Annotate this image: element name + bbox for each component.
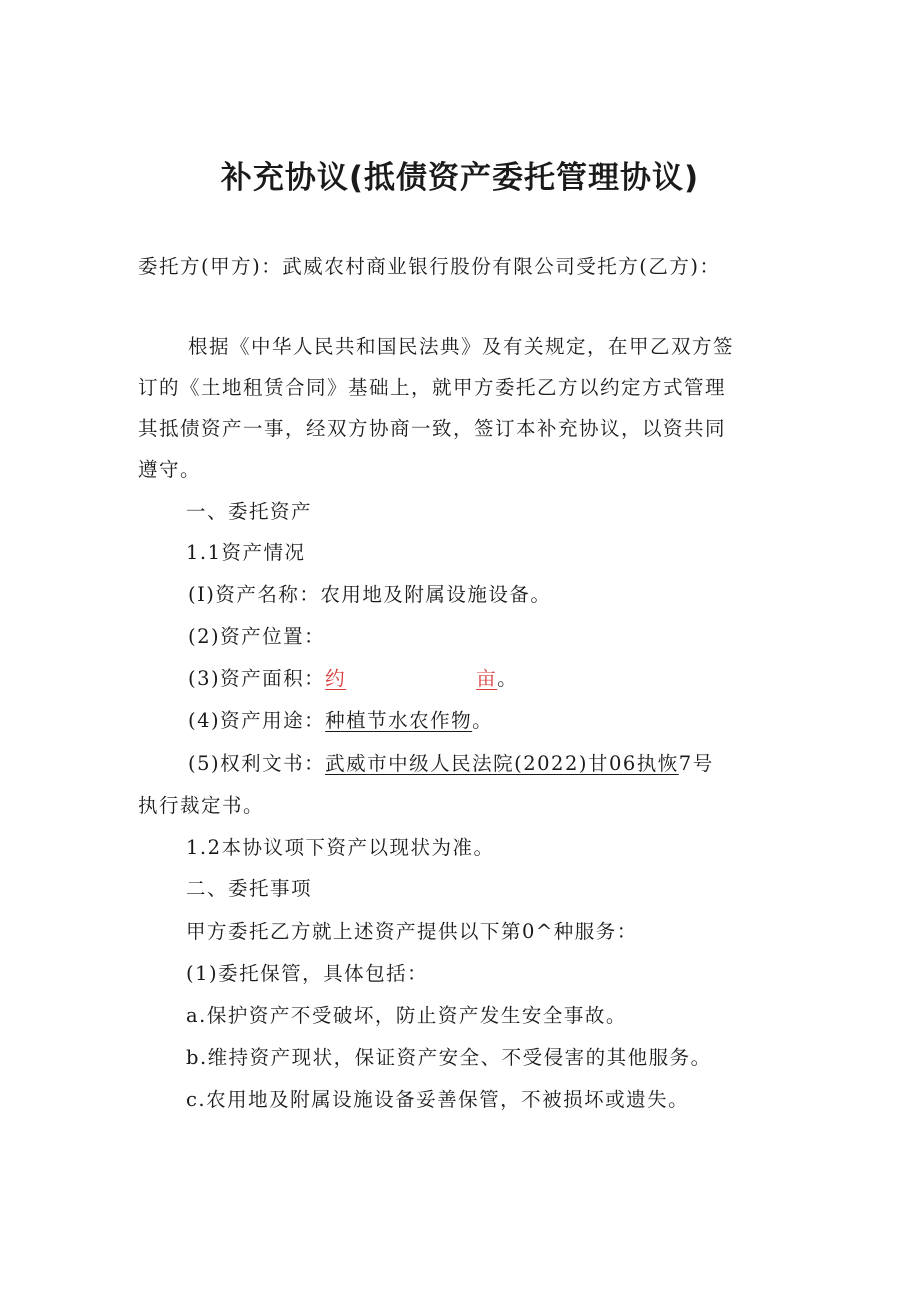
section2-intro: 甲方委托乙方就上述资产提供以下第0^种服务： [186,920,638,943]
asset-area-label: (3)资产面积： [188,667,326,690]
party-a-label: 委托方(甲方)： [138,255,283,278]
intro-line-2: 订的《土地租赁合同》基础上，就甲方委托乙方以约定方式管理 [138,376,727,399]
asset-area-field: 约 亩 [325,667,498,690]
asset-rights-value: 武威市中级人民法院(2022)甘06执恢 [325,752,679,775]
section1-sub1: 1.1资产情况 [186,541,306,564]
intro-line-1: 根据《中华人民共和国民法典》及有关规定，在甲乙双方签 [188,335,735,358]
service-item-a: a.保护资产不受破坏，防止资产发生安全事故。 [186,1004,627,1027]
asset-usage-line: (4)资产用途：种植节水农作物。 [188,709,494,732]
asset-area-line: (3)资产面积：约 亩。 [188,667,519,690]
asset-location-label: (2)资产位置： [188,625,326,648]
service-item-c: c.农用地及附属设施设备妥善保管，不被损坏或遗失。 [186,1088,690,1111]
asset-name-label: (I)资产名称： [188,583,321,606]
asset-rights-line: (5)权利文书：武威市中级人民法院(2022)甘06执恢7号 [188,752,714,775]
asset-name-line [188,580,551,610]
section1-heading: 一、委托资产 [186,500,313,523]
section2-heading: 二、委托事项 [186,877,313,900]
party-a-name: 武威农村商业银行股份有限公司 [282,255,577,278]
asset-rights-label: (5)权利文书： [188,752,326,775]
service-item-1: (1)委托保管，具体包括： [186,962,429,985]
section1-sub2: 1.2本协议项下资产以现状为准。 [186,836,495,859]
intro-line-4: 遵守。 [138,458,202,481]
parties-line [138,252,720,282]
asset-rights-cont: 执行裁定书。 [138,794,265,817]
asset-usage-label: (4)资产用途： [188,709,326,732]
document-title: 补充协议(抵债资产委托管理协议) [220,160,700,196]
asset-usage-value: 种植节水农作物 [325,709,473,732]
party-b-label: 受托方(乙方)： [576,255,721,278]
asset-name-value: 农用地及附属设施设备。 [320,583,552,606]
intro-line-3: 其抵债资产一事，经双方协商一致，签订本补充协议，以资共同 [138,417,727,440]
service-item-b: b.维持资产现状，保证资产安全、不受侵害的其他服务。 [186,1046,712,1069]
